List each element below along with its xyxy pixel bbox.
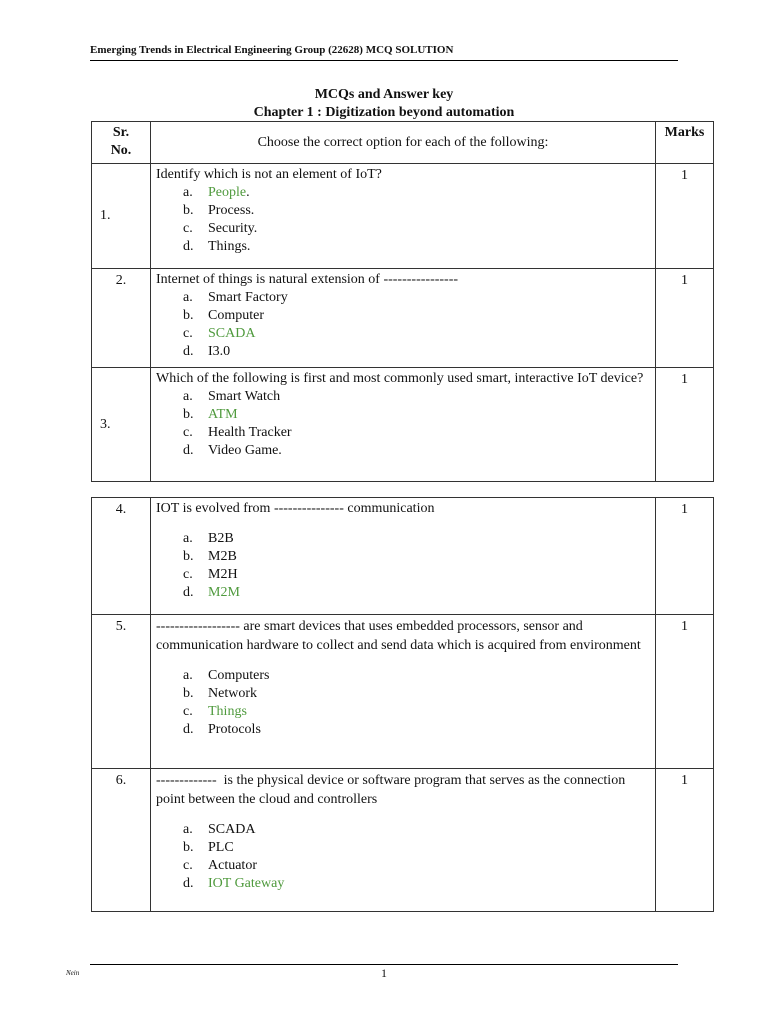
question-marks: 1 (656, 164, 714, 269)
mcq-table-1 (91, 121, 714, 482)
question-text: ------------- is the physical device or software program that serves as the connection point between the cloud and controllers (156, 773, 629, 807)
options-list (156, 184, 651, 256)
question-text: Identify which is not an element of IoT? (156, 167, 382, 182)
option-c: c. Security. (183, 221, 258, 236)
option-a: a. Computers (183, 668, 270, 683)
correct-answer: M2M (208, 585, 240, 600)
question-cell (151, 615, 656, 769)
options-list (156, 821, 651, 893)
option-b: b. PLC (183, 840, 234, 855)
document-title: MCQs and Answer key (314, 87, 454, 102)
running-header: Emerging Trends in Electrical Engineering Group (22628) MCQ SOLUTION (90, 43, 678, 61)
question-text: Which of the following is first and most commonly used smart, interactive IoT device? (156, 371, 644, 386)
correct-answer: SCADA (208, 326, 256, 341)
correct-answer: Things (208, 704, 247, 719)
question-text: ------------------ are smart devices that uses embedded processors, sensor and communication hardware to collect and send data which is acquired from environment (156, 619, 641, 653)
question-row-2 (92, 269, 714, 368)
question-cell (151, 368, 656, 482)
question-cell (151, 269, 656, 368)
options-list (156, 388, 651, 460)
option-a: a. People. (183, 185, 250, 200)
option-b: b. M2B (183, 549, 237, 564)
page-footer (66, 964, 678, 980)
correct-answer: IOT Gateway (208, 876, 285, 891)
option-c: c. Health Tracker (183, 425, 292, 440)
option-a: a. SCADA (183, 822, 256, 837)
option-b: b. ATM (183, 407, 238, 422)
question-row-1 (92, 164, 714, 269)
question-marks: 1 (656, 769, 714, 912)
option-d: d. IOT Gateway (183, 876, 285, 891)
option-d: d. Video Game. (183, 443, 282, 458)
question-text: Internet of things is natural extension of ---------------- (156, 272, 459, 287)
question-number: 6. (92, 769, 151, 912)
option-b: b. Computer (183, 308, 264, 323)
question-cell (151, 769, 656, 912)
page-number: 1 (381, 966, 387, 980)
marks-header: Marks (656, 122, 714, 164)
option-d: d. Protocols (183, 722, 261, 737)
question-number: 5. (92, 615, 151, 769)
option-a: a. Smart Factory (183, 290, 288, 305)
options-list (156, 530, 651, 602)
options-list (156, 289, 651, 361)
question-cell (151, 498, 656, 615)
question-marks: 1 (656, 615, 714, 769)
option-b: b. Process. (183, 203, 255, 218)
question-number: 2. (92, 269, 151, 368)
question-row-3 (92, 368, 714, 482)
question-cell (151, 164, 656, 269)
option-d: d. Things. (183, 239, 251, 254)
question-row-5 (92, 615, 714, 769)
question-number: 3. (92, 368, 151, 482)
option-c: c. M2H (183, 567, 238, 582)
correct-answer: People (208, 185, 247, 200)
chapter-title: Chapter 1 : Digitization beyond automation (253, 105, 515, 120)
option-c: c. Things (183, 704, 247, 719)
option-c: c. Actuator (183, 858, 257, 873)
option-d: d. I3.0 (183, 344, 231, 359)
option-a: a. Smart Watch (183, 389, 281, 404)
options-list (156, 667, 651, 739)
question-marks: 1 (656, 368, 714, 482)
sr-no-header: Sr. No. (92, 122, 151, 164)
mcq-table-2 (91, 497, 714, 912)
question-row-6 (92, 769, 714, 912)
question-marks: 1 (656, 498, 714, 615)
question-marks: 1 (656, 269, 714, 368)
instruction-header: Choose the correct option for each of the following: (151, 122, 656, 164)
question-row-4 (92, 498, 714, 615)
option-d: d. M2M (183, 585, 240, 600)
signature: Nein (66, 969, 80, 977)
table-header-row (92, 122, 714, 164)
option-c: c. SCADA (183, 326, 256, 341)
option-b: b. Network (183, 686, 257, 701)
question-text: IOT is evolved from --------------- communication (156, 501, 435, 516)
question-number: 4. (92, 498, 151, 615)
option-a: a. B2B (183, 531, 234, 546)
question-number: 1. (92, 164, 151, 269)
correct-answer: ATM (208, 407, 238, 422)
